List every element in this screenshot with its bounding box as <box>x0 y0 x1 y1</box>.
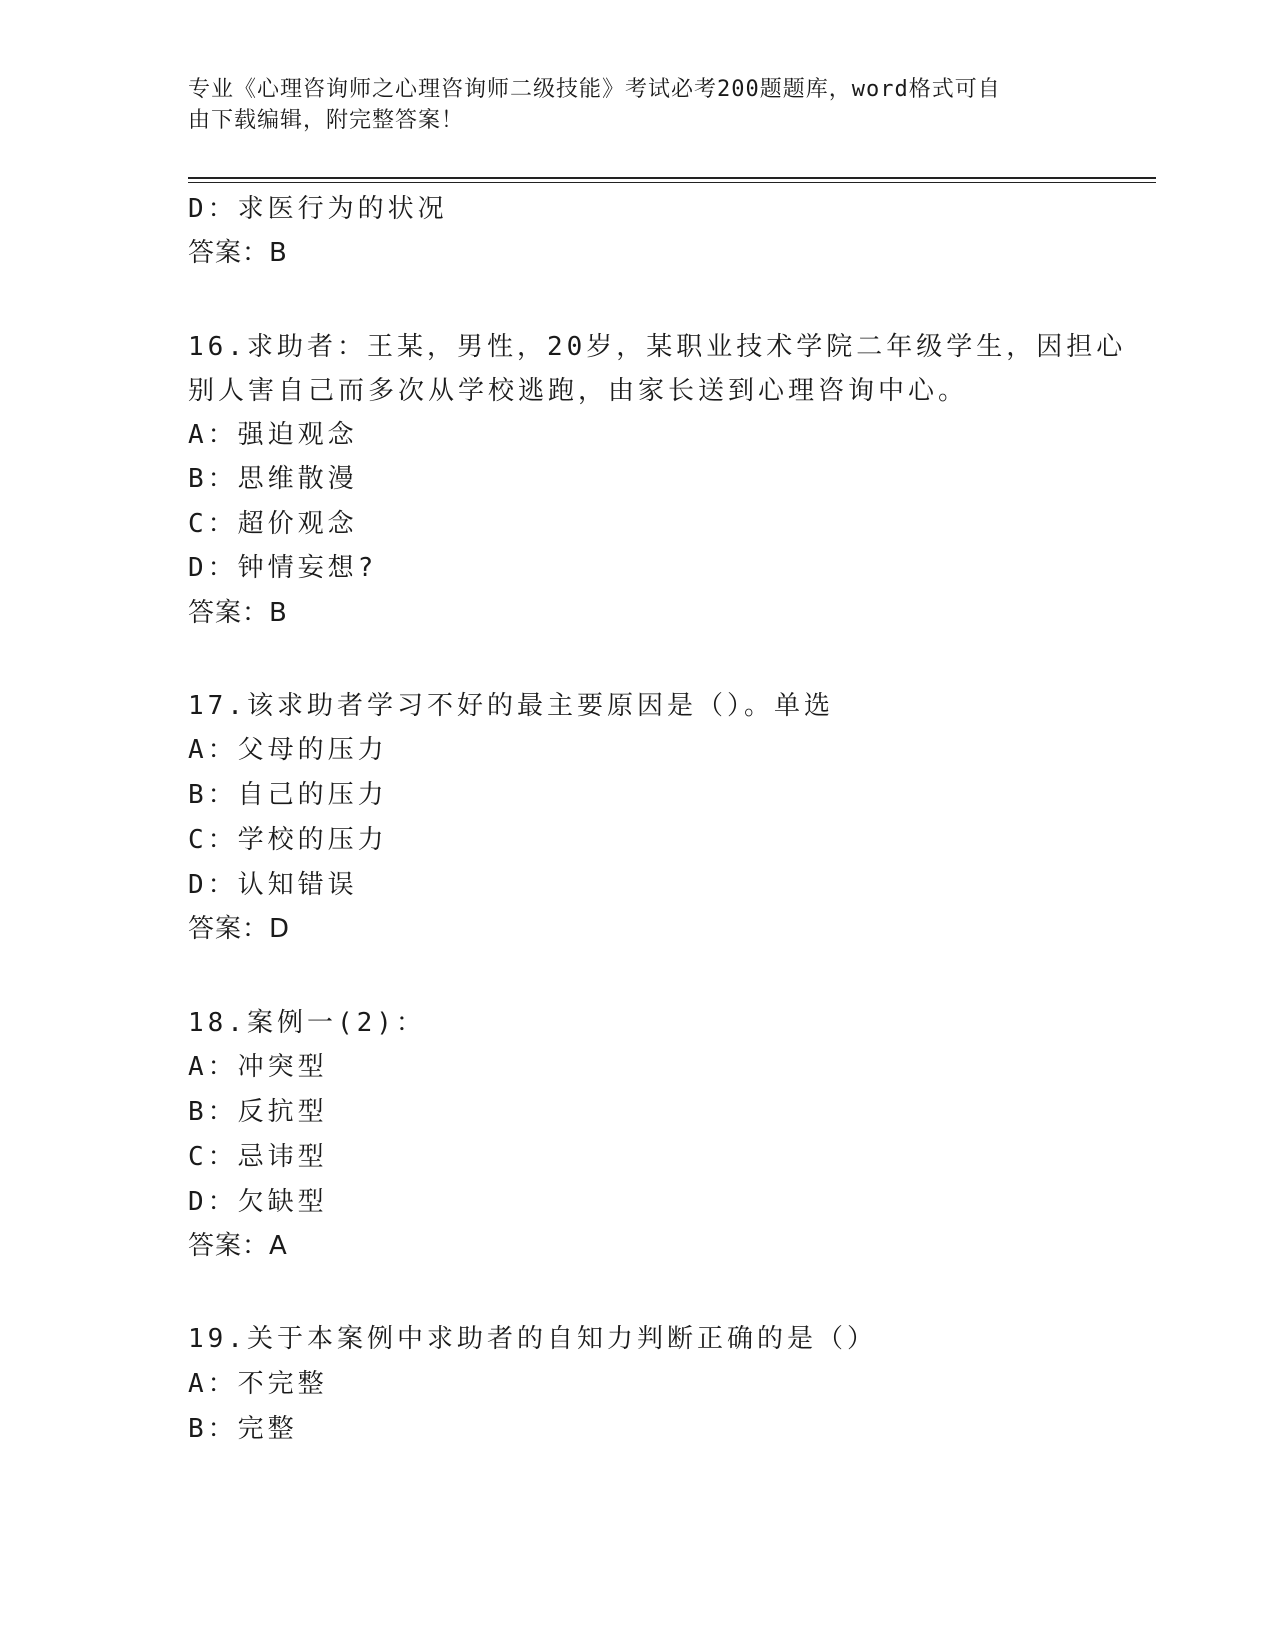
q16-option-d: D：钟情妄想? <box>188 553 378 583</box>
header-rule-thin <box>188 182 1156 183</box>
q17-answer: 答案：D <box>188 914 291 944</box>
q19-stem: 19.关于本案例中求助者的自知力判断正确的是（） <box>188 1324 877 1354</box>
document-header <box>188 74 1088 136</box>
q18-option-a: A：冲突型 <box>188 1052 328 1082</box>
q19-option-b: B：完整 <box>188 1414 298 1444</box>
q17-option-a: A：父母的压力 <box>188 735 388 765</box>
q16-option-c: C：超价观念 <box>188 509 358 539</box>
q16-answer: 答案：B <box>188 598 288 628</box>
header-line-2: 由下载编辑，附完整答案！ <box>188 108 465 133</box>
q16-stem-line-2: 别人害自己而多次从学校逃跑，由家长送到心理咨询中心。 <box>188 376 969 406</box>
q16-stem-line-1: 16.求助者：王某，男性，20岁，某职业技术学院二年级学生，因担心 <box>188 332 1127 362</box>
q16-option-b: B：思维散漫 <box>188 464 358 494</box>
prev-answer: 答案：B <box>188 238 288 268</box>
q16-option-a: A：强迫观念 <box>188 420 358 450</box>
q17-option-c: C：学校的压力 <box>188 825 388 855</box>
q19-option-a: A：不完整 <box>188 1369 328 1399</box>
q18-option-c: C：忌讳型 <box>188 1142 328 1172</box>
prev-option-d: D：求医行为的状况 <box>188 194 448 224</box>
q17-option-d: D：认知错误 <box>188 870 358 900</box>
q17-option-b: B：自己的压力 <box>188 780 388 810</box>
q18-stem: 18.案例一(2)： <box>188 1008 426 1038</box>
q18-option-d: D：欠缺型 <box>188 1187 328 1217</box>
q17-stem: 17.该求助者学习不好的最主要原因是（）。单选 <box>188 691 834 721</box>
q18-answer: 答案：A <box>188 1231 288 1261</box>
header-rule-thick <box>188 177 1156 179</box>
q18-option-b: B：反抗型 <box>188 1097 328 1127</box>
header-line-1: 专业《心理咨询师之心理咨询师二级技能》考试必考200题题库，word格式可自 <box>188 77 1001 102</box>
